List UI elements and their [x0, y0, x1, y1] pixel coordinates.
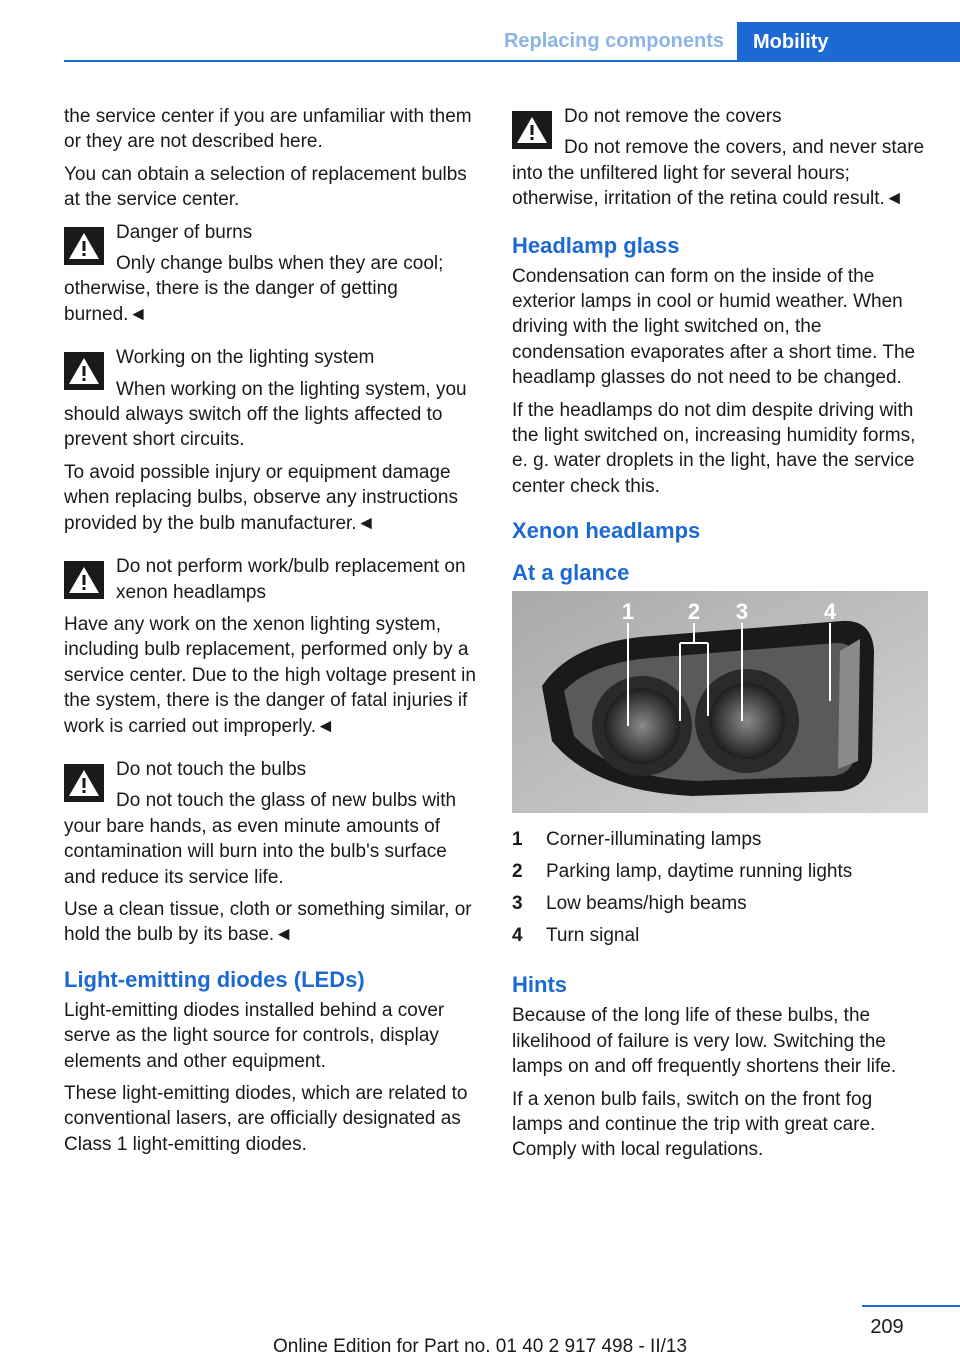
header-tab-mobility: Mobility — [737, 22, 960, 62]
legend-number: 3 — [512, 893, 523, 915]
warning-body: To avoid possible injury or equipment damage when replacing bulbs, observe any instructions provided by the bulb manufacturer.◄ — [64, 461, 458, 534]
legend-item — [512, 857, 928, 889]
legend-item — [512, 921, 928, 953]
warning-lighting-system — [64, 345, 480, 536]
legend-text: Low beams/high beams — [546, 893, 747, 915]
paragraph: If a xenon bulb fails, switch on the front fog lamps and continue the trip with great care. Comply with local regulations. — [512, 1088, 876, 1161]
warning-title: Working on the lighting system — [116, 347, 375, 369]
footer-rule — [862, 1305, 960, 1307]
headlamp-legend — [512, 825, 928, 953]
warning-triangle-icon — [64, 227, 104, 265]
warning-xenon-work — [64, 554, 480, 739]
header-section-label: Replacing components — [503, 30, 724, 52]
legend-text: Parking lamp, daytime running lights — [546, 861, 853, 883]
callout-4: 4 — [823, 599, 837, 625]
warning-body: Do not touch the glass of new bulbs with your bare hands, as even minute amounts of contamination will burn into the bulb's surface and reduce its service life. — [64, 790, 457, 888]
legend-number: 2 — [512, 861, 523, 883]
warning-body: When working on the lighting system, you should always switch off the lights affected to prevent short circuits. — [64, 378, 467, 451]
paragraph: Condensation can form on the inside of the exterior lamps in cool or humid weather. When driving with the light switched on, the condensation evaporates after a short time. The headlamp glasses do not need to be changed. — [512, 265, 916, 389]
warning-title: Do not perform work/bulb replacement on xenon headlamps — [116, 556, 466, 603]
callout-3: 3 — [735, 599, 749, 625]
warning-body: Only change bulbs when they are cool; otherwise, there is the danger of getting burned.◄ — [64, 253, 444, 325]
heading-xenon-headlamps: Xenon headlamps — [512, 518, 701, 544]
paragraph: the service center if you are unfamiliar with them or they are not described here. — [64, 106, 472, 153]
warning-burns — [64, 220, 480, 328]
warning-touch-bulbs — [64, 757, 480, 948]
warning-covers — [512, 104, 928, 212]
callout-1: 1 — [621, 599, 635, 625]
paragraph: You can obtain a selection of replacement bulbs at the service center. — [64, 163, 467, 211]
paragraph: These light-emitting diodes, which are related to conventional lasers, are officially designated as Class 1 light-emitting diodes. — [64, 1083, 468, 1155]
heading-headlamp-glass: Headlamp glass — [512, 232, 680, 258]
heading-at-a-glance: At a glance — [512, 560, 630, 586]
warning-body: Do not remove the covers, and never stare into the unfiltered light for several hours; otherwise, irritation of the retina could result.◄ — [512, 137, 925, 210]
right-column — [512, 104, 928, 1170]
warning-body: Have any work on the xenon lighting system, including bulb replacement, performed only by a service center. Due to the high voltage present in the system, there is the danger of fatal injuries if work is carried out improperly.◄ — [64, 613, 476, 737]
warning-triangle-icon — [64, 764, 104, 802]
legend-text: Corner-illuminating lamps — [546, 829, 762, 851]
warning-title: Danger of burns — [116, 221, 253, 243]
paragraph: Because of the long life of these bulbs, the likelihood of failure is very low. Switching the lamps on and off frequently shortens their life. — [512, 1005, 897, 1078]
warning-triangle-icon — [64, 352, 104, 390]
heading-leds: Light-emitting diodes (LEDs) — [64, 966, 365, 992]
legend-item — [512, 825, 928, 857]
paragraph: Light-emitting diodes installed behind a cover serve as the light source for controls, display elements and other equipment. — [64, 999, 445, 1072]
callout-2: 2 — [687, 599, 701, 625]
warning-triangle-icon — [64, 561, 104, 599]
heading-hints: Hints — [512, 972, 567, 998]
legend-number: 1 — [512, 829, 523, 851]
legend-number: 4 — [512, 925, 523, 947]
headlamp-photo — [512, 591, 928, 813]
warning-triangle-icon — [512, 111, 552, 149]
page-number: 209 — [870, 1316, 904, 1338]
edition-footer: Online Edition for Part no. 01 40 2 917 498 - II/13 — [272, 1336, 688, 1357]
paragraph: If the headlamps do not dim despite driving with the light switched on, increasing humidity forms, e. g. water droplets in the light, have the service center check this. — [512, 399, 916, 497]
legend-text: Turn signal — [546, 925, 640, 947]
warning-body: Use a clean tissue, cloth or something similar, or hold the bulb by its base.◄ — [64, 898, 472, 946]
warning-title: Do not remove the covers — [564, 106, 782, 127]
header-rule — [64, 60, 960, 62]
legend-item — [512, 889, 928, 921]
left-column — [64, 104, 480, 1164]
warning-title: Do not touch the bulbs — [116, 758, 307, 780]
